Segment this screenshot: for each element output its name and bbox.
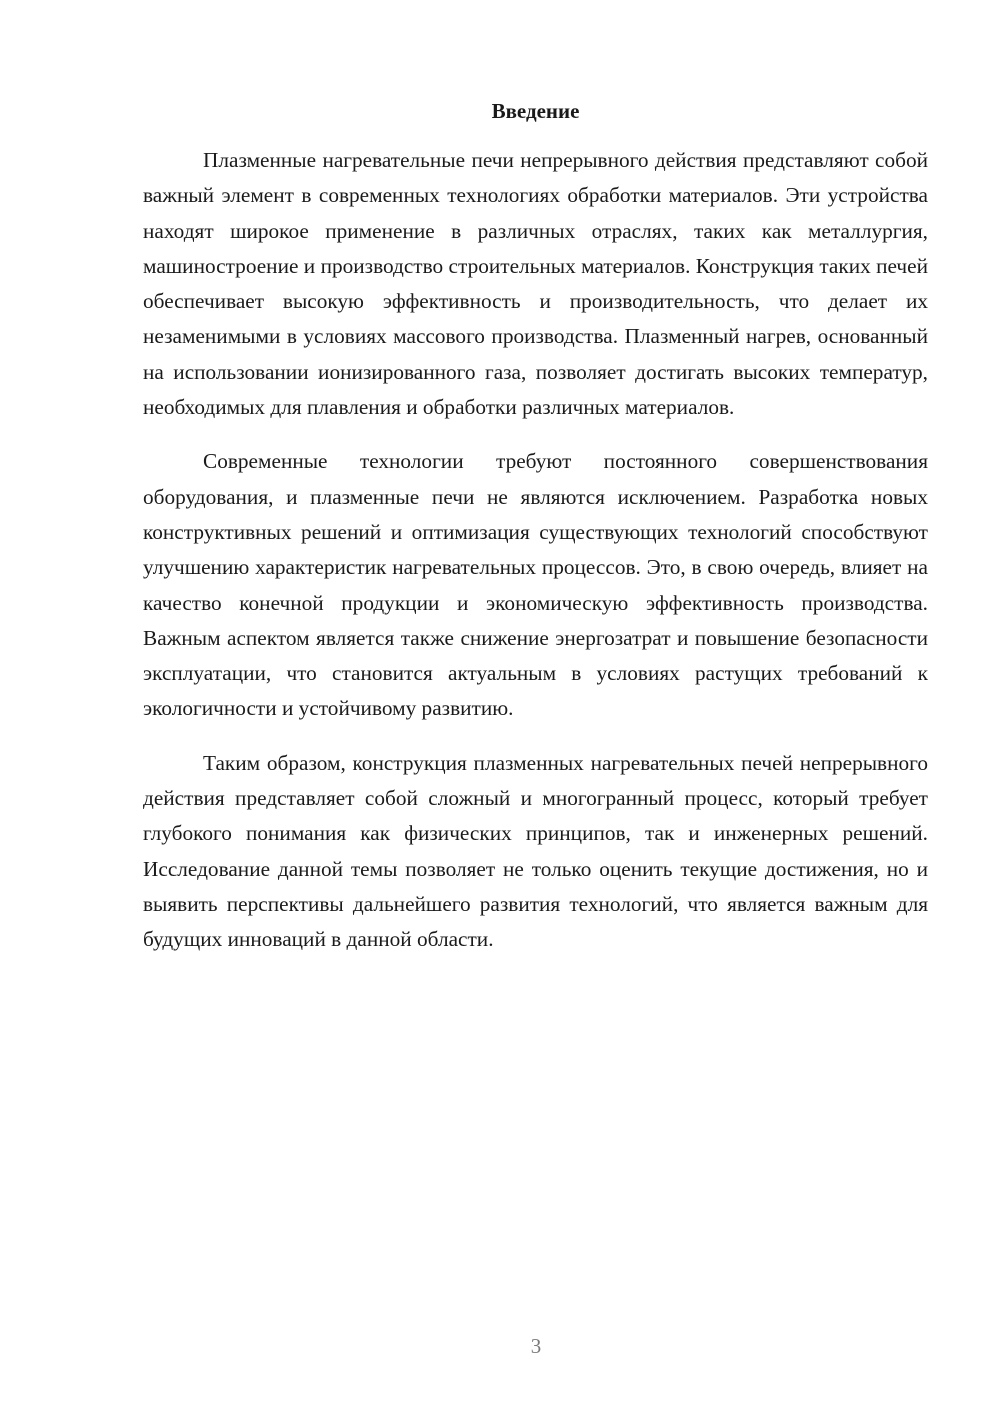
paragraph-1: Плазменные нагревательные печи непрерывного действия представляют собой важный элемент в современных технологиях обработки материалов. Эти устройства находят широкое применение в различных отраслях, таких как металлургия, машиностроение и производство строительных материалов. Конструкция таких печей обеспечивает высокую эффективность и производительность, что делает их незаменимыми в условиях массового производства. Плазменный нагрев, основанный на использовании ионизированного газа, позволяет достигать высоких температур, необходимых для плавления и обработки различных материалов. xyxy=(143,148,928,420)
paragraph-3: Таким образом, конструкция плазменных нагревательных печей непрерывного действия представляет собой сложный и многогранный процесс, который требует глубокого понимания как физических принципов, так и инженерных решений. Исследование данной темы позволяет не только оценить текущие достижения, но и выявить перспективы дальнейшего развития технологий, что является важным для будущих инноваций в данной области. xyxy=(143,750,928,952)
page-number: 3 xyxy=(530,1334,542,1358)
document-body xyxy=(143,98,928,958)
paragraph-2: Современные технологии требуют постоянного совершенствования оборудования, и плазменные печи не являются исключением. Разработка новых конструктивных решений и оптимизация существующих технологий способствуют улучшению характеристик нагревательных процессов. Это, в свою очередь, влияет на качество конечной продукции и экономическую эффективность производства. Важным аспектом является также снижение энергозатрат и повышение безопасности эксплуатации, что становится актуальным в условиях растущих требований к экологичности и устойчивому развитию. xyxy=(143,449,928,721)
section-title: Введение xyxy=(491,99,580,123)
